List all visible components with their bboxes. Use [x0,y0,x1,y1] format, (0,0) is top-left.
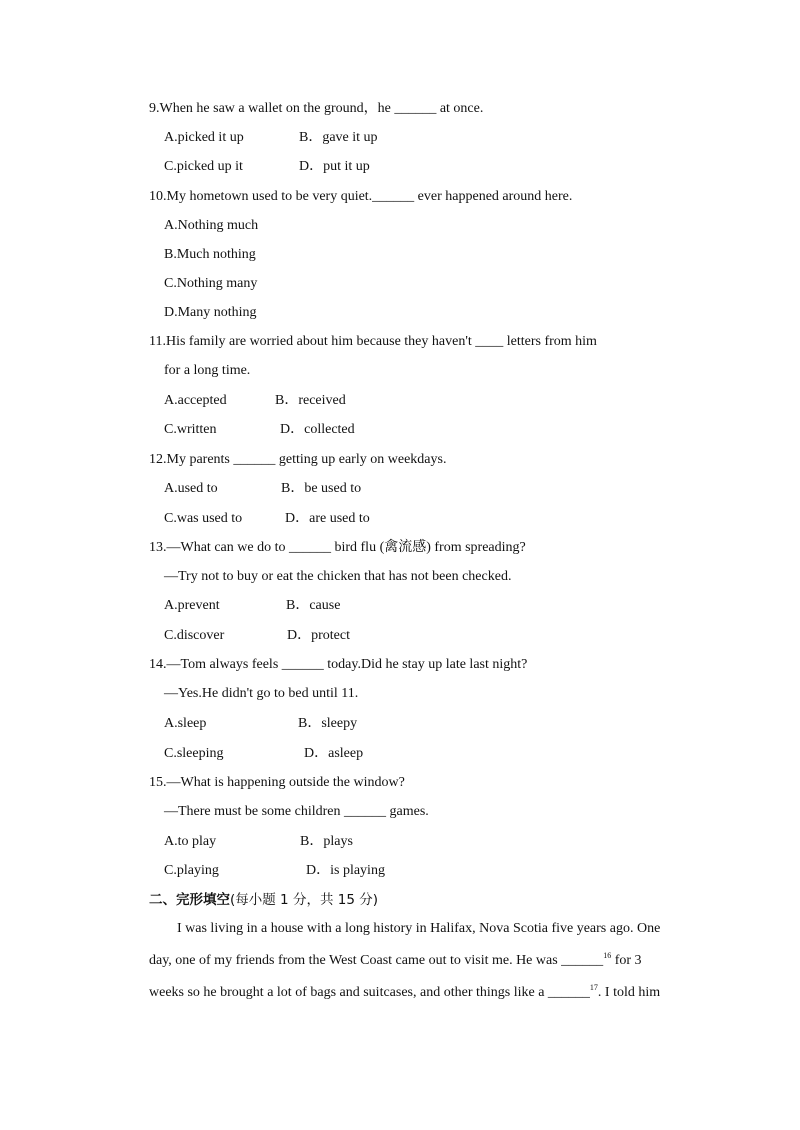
question-number: 9. [149,101,160,116]
question-text: When he saw a wallet on the ground，he ______ at once. [159,101,484,116]
option-d: D．are used to [285,511,370,526]
option-d: D．is playing [306,863,385,878]
passage-line-2 [149,952,642,970]
option-d: D．put it up [299,159,370,174]
section-title: 二、完形填空 [149,892,230,908]
option-c: C.discover [164,628,225,643]
option-c: C.playing [164,863,219,878]
option-b: B．received [275,393,346,408]
blank-number-17: 17 [589,983,598,992]
question-14-reply: —Yes.He didn't go to bed until 11. [164,686,359,701]
question-15-reply: —There must be some children ______ games. [164,804,429,819]
question-number: 10. [149,189,167,204]
option-d: D．asleep [304,746,364,761]
question-11-stem-continued: for a long time. [164,363,251,378]
question-10-stem [149,188,572,206]
option-c: C.written [164,422,217,437]
option-b: B．plays [300,834,353,849]
passage-text: . I told him [597,985,661,1000]
option-a: A.picked it up [164,130,244,145]
passage-text: for 3 [611,953,642,968]
question-number: 15. [149,775,167,790]
option-a: A.sleep [164,716,207,731]
option-c: C.was used to [164,511,243,526]
blank-number-16: 16 [603,951,612,960]
passage-line-1: I was living in a house with a long history in Halifax, Nova Scotia five years ago. One [177,921,661,936]
question-number: 14. [149,657,167,672]
option-b: B．cause [286,598,341,613]
option-a: A.accepted [164,393,227,408]
question-12-stem [149,451,446,469]
option-a: A.Nothing much [164,218,259,233]
question-number: 11. [149,334,166,349]
question-15-stem [149,774,405,792]
option-b: B．gave it up [299,130,378,145]
question-13-stem [149,539,526,557]
question-text: —What is happening outside the window? [166,775,405,790]
option-c: C.sleeping [164,746,224,761]
section-heading [149,891,378,909]
question-number: 13. [149,540,167,555]
option-b: B．be used to [281,481,362,496]
question-text: —What can we do to ______ bird flu (禽流感) from spreading? [166,540,526,555]
option-d: D．protect [287,628,350,643]
option-b: B．sleepy [298,716,358,731]
question-9-stem [149,100,483,118]
option-c: C.picked up it [164,159,243,174]
section-note: (每小题 1 分，共 15 分) [230,892,378,908]
option-b: B.Much nothing [164,247,256,262]
question-14-stem [149,656,527,674]
question-text: My hometown used to be very quiet.______ ever happened around here. [166,189,573,204]
option-a: A.used to [164,481,218,496]
question-13-reply: —Try not to buy or eat the chicken that has not been checked. [164,569,512,584]
passage-text: weeks so he brought a lot of bags and suitcases, and other things like a ______ [149,985,590,1000]
option-a: A.prevent [164,598,220,613]
question-number: 12. [149,452,167,467]
passage-line-3 [149,984,660,1002]
question-text: His family are worried about him because they haven't ____ letters from him [165,334,597,349]
passage-text: day, one of my friends from the West Coast came out to visit me. He was ______ [149,953,604,968]
option-d: D.Many nothing [164,305,257,320]
question-text: My parents ______ getting up early on weekdays. [166,452,447,467]
option-d: D．collected [280,422,355,437]
option-c: C.Nothing many [164,276,258,291]
question-11-stem [149,333,597,351]
question-text: —Tom always feels ______ today.Did he stay up late last night? [166,657,528,672]
option-a: A.to play [164,834,217,849]
